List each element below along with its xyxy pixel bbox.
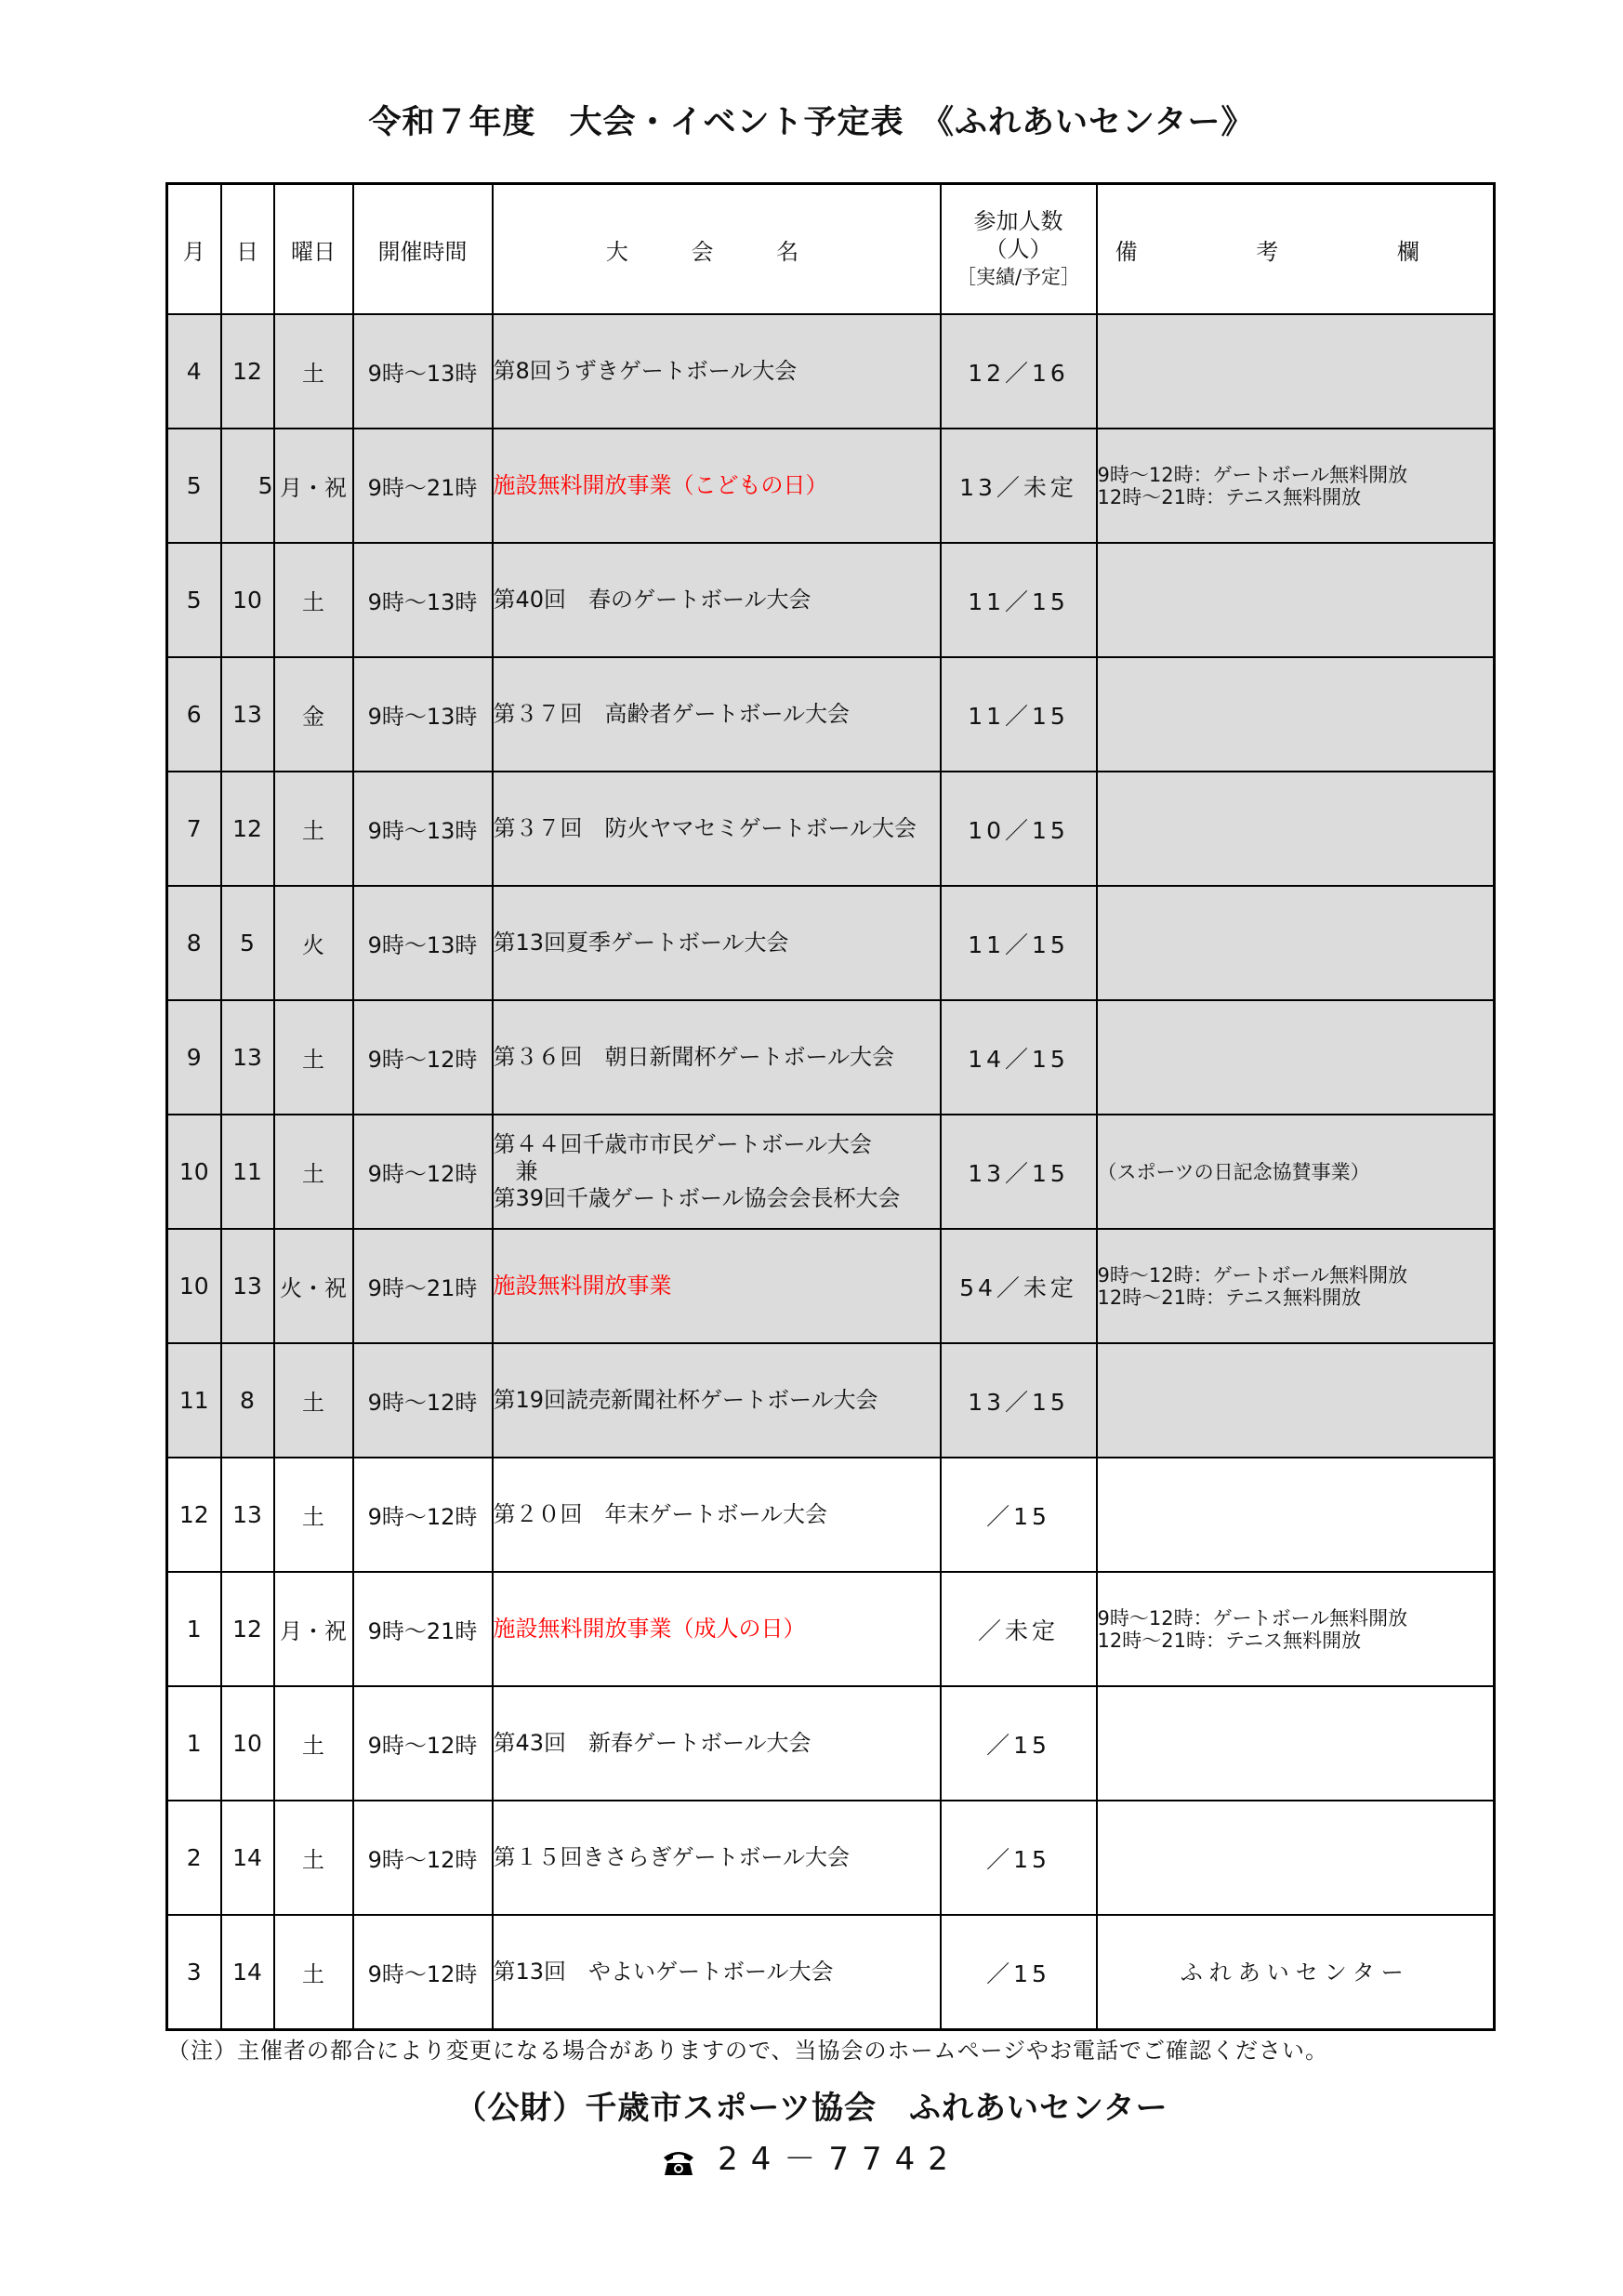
table-row <box>167 1572 1495 1686</box>
header-notes: 備 考 欄 <box>1097 184 1495 315</box>
table-row <box>167 429 1495 543</box>
notes-cell <box>1097 429 1495 543</box>
month-cell: 6 <box>167 657 221 772</box>
month-cell: 1 <box>167 1572 221 1686</box>
time-cell: 9時～12時 <box>353 1458 493 1572</box>
weekday-cell: 火 <box>274 886 353 1000</box>
event-name-cell: 第19回読売新聞社杯ゲートボール大会 <box>493 1343 941 1458</box>
phone-line <box>0 2133 1623 2179</box>
header-weekday: 曜日 <box>274 184 353 315</box>
notes-cell <box>1097 543 1495 657</box>
time-cell: 9時～13時 <box>353 657 493 772</box>
day-cell: 5 <box>221 886 274 1000</box>
weekday-cell: 土 <box>274 1000 353 1115</box>
table-row <box>167 1801 1495 1915</box>
table-row <box>167 314 1495 429</box>
time-cell: 9時～12時 <box>353 1801 493 1915</box>
event-name-cell: 第１５回きさらぎゲートボール大会 <box>493 1801 941 1915</box>
day-cell: 13 <box>221 1458 274 1572</box>
table-row <box>167 1229 1495 1343</box>
day-cell: 12 <box>221 314 274 429</box>
weekday-cell: 土 <box>274 1343 353 1458</box>
participants-cell: ／15 <box>941 1915 1097 2030</box>
notes-cell <box>1097 1686 1495 1801</box>
time-cell: 9時～12時 <box>353 1915 493 2030</box>
participants-cell: 54／未定 <box>941 1229 1097 1343</box>
event-name-line2: 兼 <box>493 1158 538 1184</box>
event-name-line1: 第４４回千歳市市民ゲートボール大会 <box>493 1131 873 1157</box>
event-name-cell: 施設無料開放事業（成人の日） <box>493 1572 941 1686</box>
day-cell: 14 <box>221 1801 274 1915</box>
participants-cell: 12／16 <box>941 314 1097 429</box>
participants-cell: ／15 <box>941 1801 1097 1915</box>
weekday-cell: 金 <box>274 657 353 772</box>
day-cell: 11 <box>221 1115 274 1229</box>
time-cell: 9時～13時 <box>353 886 493 1000</box>
participants-cell: 11／15 <box>941 657 1097 772</box>
participants-cell: 13／未定 <box>941 429 1097 543</box>
month-cell: 4 <box>167 314 221 429</box>
header-participants-line3: ［実績/予定］ <box>956 266 1081 288</box>
month-cell: 7 <box>167 772 221 886</box>
month-cell: 1 <box>167 1686 221 1801</box>
event-name-cell: 第8回うずきゲートボール大会 <box>493 314 941 429</box>
event-name-cell: 第13回 やよいゲートボール大会 <box>493 1915 941 2030</box>
event-name-cell: 第２０回 年末ゲートボール大会 <box>493 1458 941 1572</box>
time-cell: 9時～12時 <box>353 1000 493 1115</box>
day-cell: 13 <box>221 1229 274 1343</box>
time-cell: 9時～21時 <box>353 1229 493 1343</box>
day-cell: 12 <box>221 772 274 886</box>
participants-cell: 14／15 <box>941 1000 1097 1115</box>
note-line1: 9時～12時：ゲートボール無料開放 <box>1097 1606 1408 1630</box>
day-cell: 12 <box>221 1572 274 1686</box>
event-name-cell: 施設無料開放事業 <box>493 1229 941 1343</box>
participants-cell: 11／15 <box>941 543 1097 657</box>
event-schedule-table <box>165 182 1496 2031</box>
header-month: 月 <box>167 184 221 315</box>
time-cell: 9時～13時 <box>353 772 493 886</box>
weekday-cell: 火・祝 <box>274 1229 353 1343</box>
month-cell: 5 <box>167 429 221 543</box>
participants-cell: ／15 <box>941 1686 1097 1801</box>
page-title: 令和７年度 大会・イベント予定表 《ふれあいセンター》 <box>368 104 1255 141</box>
notes-cell <box>1097 1115 1495 1229</box>
phone-number: 24－7742 <box>718 2141 961 2178</box>
header-event-name: 大 会 名 <box>493 184 941 315</box>
note-line2: 12時～21時：テニス無料開放 <box>1097 485 1362 508</box>
notes-cell <box>1097 1801 1495 1915</box>
day-cell: 14 <box>221 1915 274 2030</box>
participants-cell: 13／15 <box>941 1343 1097 1458</box>
time-cell: 9時～12時 <box>353 1115 493 1229</box>
table-row <box>167 657 1495 772</box>
table-row <box>167 1000 1495 1115</box>
header-day: 日 <box>221 184 274 315</box>
note-line2: 12時～21時：テニス無料開放 <box>1097 1629 1362 1652</box>
participants-cell: 11／15 <box>941 886 1097 1000</box>
table-row <box>167 543 1495 657</box>
event-name-cell: 施設無料開放事業（こどもの日） <box>493 429 941 543</box>
header-participants <box>941 184 1097 315</box>
weekday-cell: 月・祝 <box>274 429 353 543</box>
event-name-cell: 第13回夏季ゲートボール大会 <box>493 886 941 1000</box>
table-row <box>167 1686 1495 1801</box>
notes-cell: ふれあいセンター <box>1097 1915 1495 2030</box>
month-cell: 11 <box>167 1343 221 1458</box>
telephone-icon <box>662 2147 695 2175</box>
note-line1: （スポーツの日記念協賛事業） <box>1097 1160 1370 1183</box>
month-cell: 10 <box>167 1229 221 1343</box>
table-row <box>167 1115 1495 1229</box>
notes-cell <box>1097 772 1495 886</box>
weekday-cell: 土 <box>274 1686 353 1801</box>
month-cell: 2 <box>167 1801 221 1915</box>
notes-cell <box>1097 314 1495 429</box>
time-cell: 9時～13時 <box>353 543 493 657</box>
header-participants-line2: （人） <box>984 236 1052 262</box>
notes-cell <box>1097 1000 1495 1115</box>
event-name-cell: 第３６回 朝日新聞杯ゲートボール大会 <box>493 1000 941 1115</box>
time-cell: 9時～21時 <box>353 1572 493 1686</box>
weekday-cell: 土 <box>274 1458 353 1572</box>
time-cell: 9時～13時 <box>353 314 493 429</box>
weekday-cell: 土 <box>274 1115 353 1229</box>
day-cell: 13 <box>221 657 274 772</box>
time-cell: 9時～12時 <box>353 1686 493 1801</box>
weekday-cell: 土 <box>274 1915 353 2030</box>
weekday-cell: 土 <box>274 543 353 657</box>
table-row <box>167 1915 1495 2030</box>
weekday-cell: 土 <box>274 314 353 429</box>
table-row <box>167 772 1495 886</box>
table-header-row <box>167 184 1495 315</box>
month-cell: 9 <box>167 1000 221 1115</box>
footnote: （注）主催者の都合により変更になる場合がありますので、当協会のホームページやお電話でご確認ください。 <box>167 2038 1329 2064</box>
weekday-cell: 土 <box>274 772 353 886</box>
notes-cell <box>1097 657 1495 772</box>
table-row <box>167 1458 1495 1572</box>
weekday-cell: 月・祝 <box>274 1572 353 1686</box>
header-participants-line1: 参加人数 <box>973 208 1063 234</box>
event-name-cell: 第43回 新春ゲートボール大会 <box>493 1686 941 1801</box>
month-cell: 10 <box>167 1115 221 1229</box>
table-row <box>167 886 1495 1000</box>
notes-cell <box>1097 1343 1495 1458</box>
notes-cell <box>1097 1572 1495 1686</box>
participants-cell: ／未定 <box>941 1572 1097 1686</box>
notes-cell <box>1097 886 1495 1000</box>
month-cell: 3 <box>167 1915 221 2030</box>
event-name-line3: 第39回千歳ゲートボール協会会長杯大会 <box>493 1185 901 1211</box>
weekday-cell: 土 <box>274 1801 353 1915</box>
participants-cell: 13／15 <box>941 1115 1097 1229</box>
time-cell: 9時～12時 <box>353 1343 493 1458</box>
note-line1: 9時～12時：ゲートボール無料開放 <box>1097 1263 1408 1287</box>
organization-name: （公財）千歳市スポーツ協会 ふれあいセンター <box>455 2090 1168 2127</box>
day-cell: 5 <box>221 429 274 543</box>
notes-cell <box>1097 1229 1495 1343</box>
day-cell: 10 <box>221 543 274 657</box>
header-time: 開催時間 <box>353 184 493 315</box>
event-name-cell <box>493 1115 941 1229</box>
participants-cell: 10／15 <box>941 772 1097 886</box>
day-cell: 10 <box>221 1686 274 1801</box>
participants-cell: ／15 <box>941 1458 1097 1572</box>
event-name-cell: 第３７回 防火ヤマセミゲートボール大会 <box>493 772 941 886</box>
notes-cell <box>1097 1458 1495 1572</box>
event-name-cell: 第３７回 高齢者ゲートボール大会 <box>493 657 941 772</box>
day-cell: 13 <box>221 1000 274 1115</box>
month-cell: 8 <box>167 886 221 1000</box>
day-cell: 8 <box>221 1343 274 1458</box>
month-cell: 12 <box>167 1458 221 1572</box>
table-row <box>167 1343 1495 1458</box>
event-name-cell: 第40回 春のゲートボール大会 <box>493 543 941 657</box>
note-line1: 9時～12時：ゲートボール無料開放 <box>1097 463 1408 486</box>
month-cell: 5 <box>167 543 221 657</box>
note-line2: 12時～21時：テニス無料開放 <box>1097 1286 1362 1309</box>
time-cell: 9時～21時 <box>353 429 493 543</box>
